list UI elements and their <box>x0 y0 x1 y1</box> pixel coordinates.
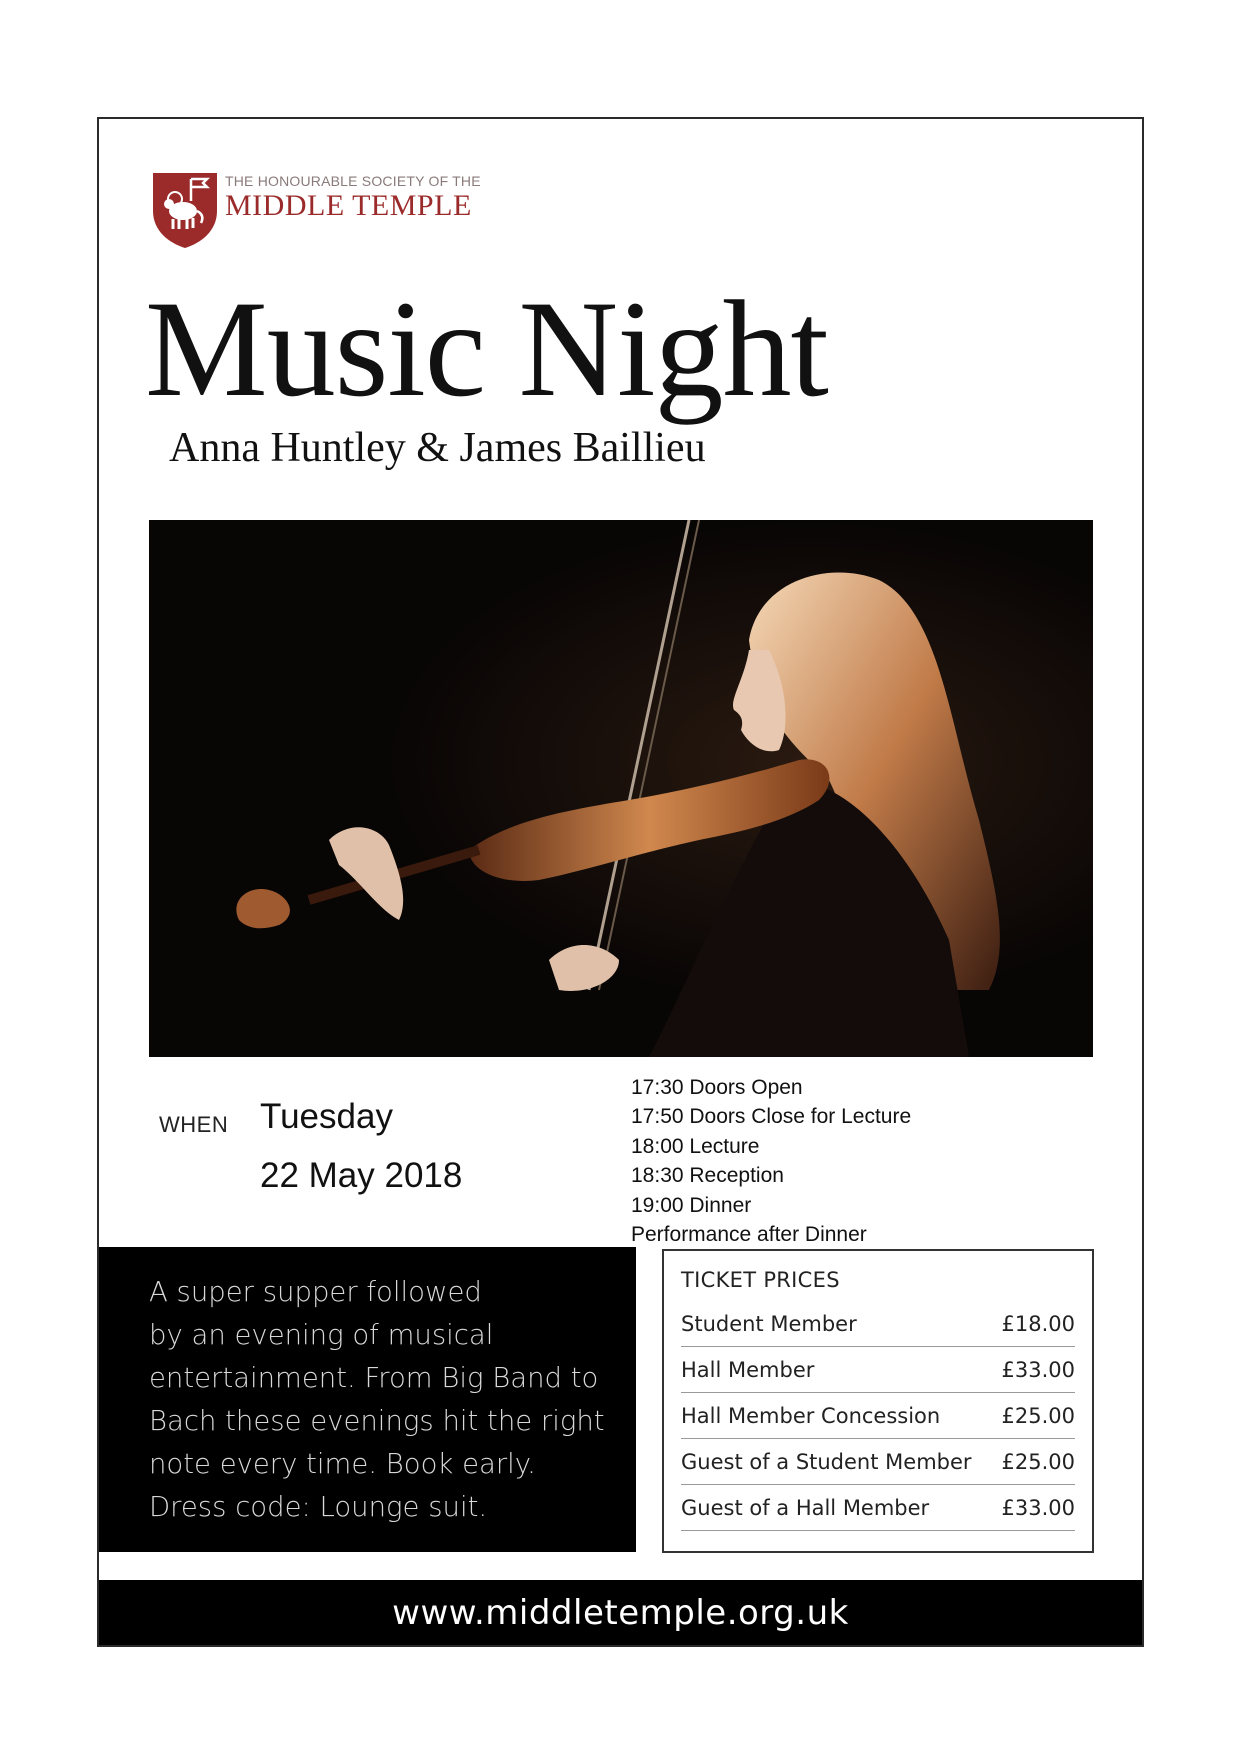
event-day: Tuesday <box>260 1097 393 1136</box>
event-title: Music Night <box>145 272 828 425</box>
schedule-item: 17:30 Doors Open <box>631 1076 803 1099</box>
ticket-price: £25.00 <box>1001 1403 1075 1428</box>
schedule-list <box>631 1073 911 1249</box>
ticket-row <box>681 1439 1075 1485</box>
logo-text <box>225 173 481 221</box>
violinist-photo <box>149 520 1093 1057</box>
ticket-prices-title: TICKET PRICES <box>681 1268 840 1292</box>
ticket-row <box>681 1347 1075 1393</box>
poster <box>97 117 1144 1647</box>
description-box <box>99 1247 636 1552</box>
schedule-item: Performance after Dinner <box>631 1223 867 1247</box>
ticket-name: Hall Member <box>681 1357 815 1382</box>
logo-name-line: MIDDLE TEMPLE <box>225 189 472 222</box>
ticket-name: Guest of a Hall Member <box>681 1495 930 1520</box>
website-link[interactable]: www.middletemple.org.uk <box>392 1592 849 1633</box>
ticket-name: Hall Member Concession <box>681 1403 941 1428</box>
event-description: A super supper followed by an evening of musical entertainment. From Big Band to Bach these evenings hit the right note every time. Book early. Dress code: Lounge suit. <box>149 1276 605 1523</box>
ticket-row <box>681 1485 1075 1531</box>
middle-temple-logo <box>151 171 481 249</box>
ticket-row <box>681 1393 1075 1439</box>
ticket-price: £25.00 <box>1001 1449 1075 1474</box>
schedule-item: 18:00 Lecture <box>631 1134 760 1158</box>
ticket-row <box>681 1301 1075 1347</box>
footer-bar <box>99 1580 1142 1645</box>
ticket-price: £33.00 <box>1001 1357 1075 1382</box>
schedule-item: 18:30 Reception <box>631 1164 784 1188</box>
ticket-price: £18.00 <box>1001 1311 1075 1336</box>
ticket-name: Guest of a Student Member <box>681 1449 972 1474</box>
performers: Anna Huntley & James Baillieu <box>169 425 706 471</box>
logo-society-line: THE HONOURABLE SOCIETY OF THE <box>225 173 481 189</box>
ticket-prices-table <box>662 1249 1094 1553</box>
lamb-crest-icon <box>151 171 219 249</box>
schedule-item: 17:50 Doors Close for Lecture <box>631 1105 912 1129</box>
event-date: 22 May 2018 <box>260 1156 463 1195</box>
when-label: WHEN <box>159 1112 229 1137</box>
ticket-price: £33.00 <box>1001 1495 1075 1520</box>
schedule-item: 19:00 Dinner <box>631 1193 752 1217</box>
ticket-name: Student Member <box>681 1311 857 1336</box>
